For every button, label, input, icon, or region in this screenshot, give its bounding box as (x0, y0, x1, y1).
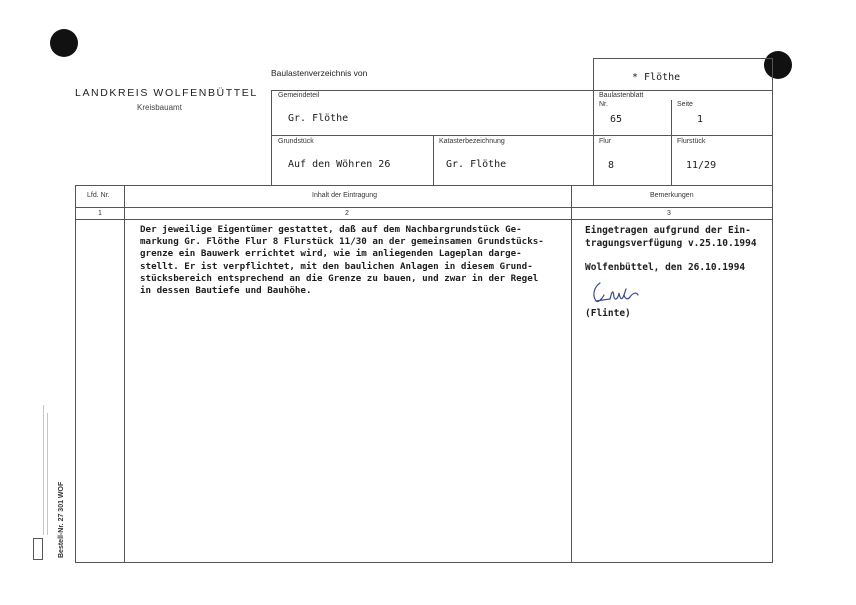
punch-hole-left (50, 29, 78, 57)
rule (772, 185, 773, 562)
gemeindeteil-label: Gemeindeteil (278, 92, 320, 99)
gemeindeteil-value: Gr. Flöthe (288, 113, 349, 124)
rule (75, 185, 773, 186)
col-lfd-nr-header: Lfd. Nr. (87, 192, 110, 199)
entry-line: stücksbereich entsprechend an die Grenze zu bauen, und zwar in der Regel (140, 272, 539, 284)
rule (671, 100, 672, 185)
rule (271, 90, 773, 91)
rule (571, 185, 572, 562)
entry-line: in dessen Bautiefe und Bauhöhe. (140, 285, 312, 297)
rule (433, 135, 434, 185)
rule (593, 90, 594, 185)
seite-value: 1 (697, 114, 704, 125)
nr-value: 65 (610, 114, 623, 125)
register-title: Baulastenverzeichnis von (271, 68, 368, 78)
flurstueck-value: 11/29 (686, 160, 717, 171)
col-bemerkungen-header: Bemerkungen (650, 192, 694, 199)
form-stamp-box (33, 538, 43, 560)
baulastenblatt-label: Baulastenblatt (599, 92, 644, 99)
remark-signer: (Flinte) (585, 308, 631, 319)
fine-print-lines (43, 405, 52, 535)
rule (271, 135, 773, 136)
remark-line-2: tragungsverfügung v.25.10.1994 (585, 238, 757, 249)
remark-place-date: Wolfenbüttel, den 26.10.1994 (585, 262, 746, 273)
rule (271, 90, 272, 185)
entry-line: markung Gr. Flöthe Flur 8 Flurstück 11/30 an der gemeinsamen Grundstücks- (140, 236, 544, 248)
rule (75, 207, 773, 208)
remark-line-1: Eingetragen aufgrund der Ein- (585, 225, 751, 236)
grundstueck-label: Grundstück (278, 138, 314, 145)
grundstueck-value: Auf den Wöhren 26 (288, 159, 391, 170)
authority-title: LANDKREIS WOLFENBÜTTEL (75, 87, 258, 99)
kataster-label: Katasterbezeichnung (439, 138, 505, 145)
flur-label: Flur (599, 138, 612, 145)
rule (75, 219, 773, 220)
rule (772, 58, 773, 185)
flur-value: 8 (608, 160, 615, 171)
col-inhalt-header: Inhalt der Eintragung (312, 192, 377, 199)
col-2-number: 2 (345, 210, 349, 217)
kataster-value: Gr. Flöthe (446, 159, 507, 170)
rule (75, 562, 773, 563)
office-name: Kreisbauamt (137, 103, 182, 112)
rule (75, 185, 76, 562)
nr-label: Nr. (599, 101, 608, 108)
rule (593, 58, 773, 59)
entry-line: stellt. Er ist verpflichtet, mit den baulichen Anlagen in diesem Grund- (140, 260, 533, 272)
flurstueck-label: Flurstück (677, 138, 706, 145)
rule (593, 58, 594, 90)
handwritten-signature (588, 279, 648, 307)
entry-line: Der jeweilige Eigentümer gestattet, daß auf dem Nachbargrundstück Ge- (140, 224, 522, 235)
col-1-number: 1 (98, 210, 102, 217)
entry-text (140, 224, 570, 297)
col-3-number: 3 (667, 210, 671, 217)
punch-hole-right (764, 51, 792, 79)
entry-line: grenze ein Bauwerk errichtet wird, wie im anliegenden Lageplan darge- (140, 248, 522, 260)
order-number: Bestell-Nr. 27 301 WOF (58, 481, 65, 558)
register-place: * Flöthe (632, 72, 681, 83)
seite-label: Seite (677, 101, 693, 108)
rule (124, 185, 125, 562)
